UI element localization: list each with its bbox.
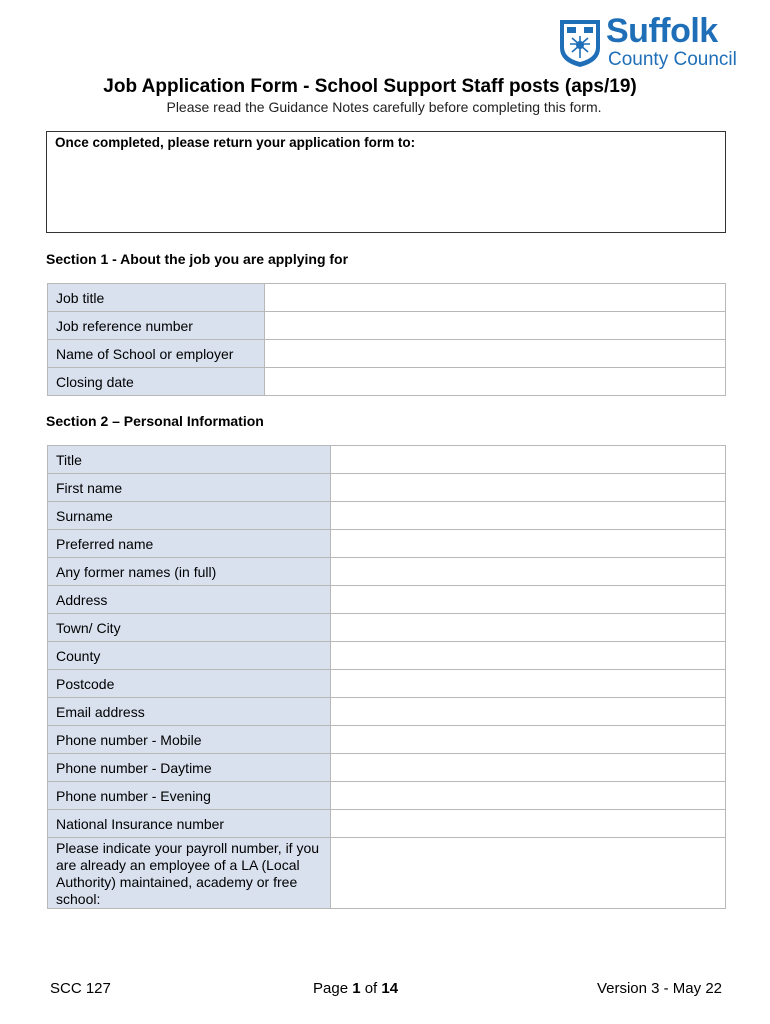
table-row	[48, 312, 726, 340]
field-label: Job reference number	[48, 312, 265, 340]
field-label: Town/ City	[48, 614, 331, 642]
county-field[interactable]	[331, 642, 726, 670]
town-city-field[interactable]	[331, 614, 726, 642]
field-label: Phone number - Mobile	[48, 726, 331, 754]
logo-name-line2: County Council	[608, 49, 737, 70]
table-row	[48, 502, 726, 530]
page-prefix: Page	[313, 980, 353, 997]
suffolk-crest-icon	[558, 18, 602, 68]
field-label: First name	[48, 474, 331, 502]
phone-daytime-field[interactable]	[331, 754, 726, 782]
school-employer-field[interactable]	[265, 340, 726, 368]
table-row	[48, 670, 726, 698]
surname-field[interactable]	[331, 502, 726, 530]
job-reference-field[interactable]	[265, 312, 726, 340]
postcode-field[interactable]	[331, 670, 726, 698]
table-row	[48, 284, 726, 312]
section-2-heading: Section 2 – Personal Information	[46, 413, 264, 429]
field-label: Any former names (in full)	[48, 558, 331, 586]
job-title-field[interactable]	[265, 284, 726, 312]
table-row	[48, 530, 726, 558]
section-2-table	[47, 445, 726, 909]
section-1-heading: Section 1 - About the job you are applying for	[46, 251, 349, 267]
table-row	[48, 340, 726, 368]
table-row	[48, 726, 726, 754]
footer-page-number	[313, 980, 398, 997]
suffolk-logo	[558, 14, 748, 70]
preferred-name-field[interactable]	[331, 530, 726, 558]
field-label: Title	[48, 446, 331, 474]
field-label: Phone number - Daytime	[48, 754, 331, 782]
footer-form-code: SCC 127	[50, 980, 111, 997]
table-row	[48, 754, 726, 782]
field-label: Job title	[48, 284, 265, 312]
table-row	[48, 698, 726, 726]
field-label: Postcode	[48, 670, 331, 698]
page-current: 1	[352, 980, 361, 997]
table-row	[48, 368, 726, 396]
table-row	[48, 446, 726, 474]
first-name-field[interactable]	[331, 474, 726, 502]
email-field[interactable]	[331, 698, 726, 726]
field-label: Phone number - Evening	[48, 782, 331, 810]
title-field[interactable]	[331, 446, 726, 474]
phone-evening-field[interactable]	[331, 782, 726, 810]
page-of: of	[360, 980, 382, 997]
table-row	[48, 838, 726, 909]
phone-mobile-field[interactable]	[331, 726, 726, 754]
table-row	[48, 614, 726, 642]
page-subtitle: Please read the Guidance Notes carefully before completing this form.	[166, 99, 602, 115]
field-label: Address	[48, 586, 331, 614]
logo-name-line1: Suffolk	[606, 12, 718, 50]
field-label: Closing date	[48, 368, 265, 396]
national-insurance-field[interactable]	[331, 810, 726, 838]
field-label: Name of School or employer	[48, 340, 265, 368]
field-label: Email address	[48, 698, 331, 726]
table-row	[48, 782, 726, 810]
table-row	[48, 474, 726, 502]
page-title: Job Application Form - School Support Staff posts (aps/19)	[103, 76, 637, 97]
field-label: National Insurance number	[48, 810, 331, 838]
footer-version: Version 3 - May 22	[596, 980, 722, 997]
table-row	[48, 642, 726, 670]
table-row	[48, 558, 726, 586]
table-row	[48, 810, 726, 838]
former-names-field[interactable]	[331, 558, 726, 586]
field-label: Please indicate your payroll number, if you are already an employee of a LA (Local Authority) maintained, academy or free school:	[48, 838, 331, 909]
payroll-number-field[interactable]	[331, 838, 726, 909]
table-row	[48, 586, 726, 614]
closing-date-field[interactable]	[265, 368, 726, 396]
return-address-label: Once completed, please return your application form to:	[55, 135, 416, 150]
field-label: Preferred name	[48, 530, 331, 558]
section-1-table	[47, 283, 726, 396]
address-field[interactable]	[331, 586, 726, 614]
page-total: 14	[381, 980, 399, 997]
field-label: County	[48, 642, 331, 670]
return-address-box[interactable]	[46, 131, 726, 233]
field-label: Surname	[48, 502, 331, 530]
